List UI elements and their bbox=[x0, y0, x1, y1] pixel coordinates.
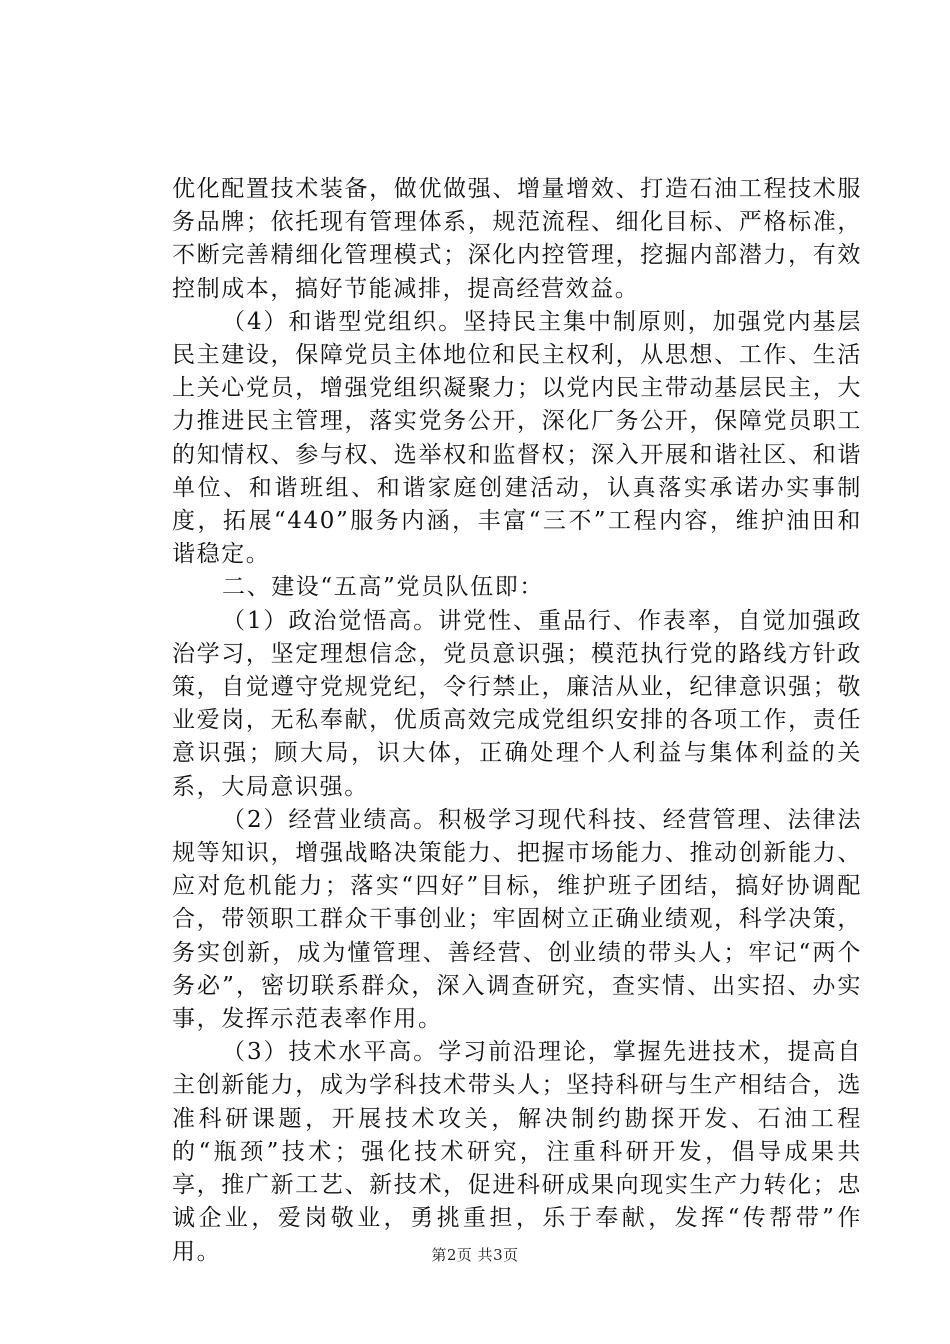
paragraph-1: 优化配置技术装备，做优做强、增量增效、打造石油工程技术服务品牌；依托现有管理体系，规范流程、细化目标、严格标准，不断完善精细化管理模式；深化内控管理，挖掘内部潜力，有效控制成本，搞好节能减排，提高经营效益。 bbox=[172, 176, 862, 302]
document-body bbox=[172, 173, 862, 1269]
paragraph-5: （3）技术水平高。学习前沿理论，掌握先进技术，提高自主创新能力，成为学科技术带头人；坚持科研与生产相结合，选准科研课题，开展技术攻关，解决制约勘探开发、石油工程的“瓶颈”技术；强化技术研究，注重科研开发，倡导成果共享，推广新工艺、新技术，促进科研成果向现实生产力转化；忠诚企业，爱岗敬业，勇挑重担，乐于奉献，发挥“传帮带”作用。 bbox=[172, 1039, 862, 1265]
page-footer: 第2页 共3页 bbox=[431, 1246, 519, 1264]
paragraph-2: （4）和谐型党组织。坚持民主集中制原则，加强党内基层民主建设，保障党员主体地位和民主权利，从思想、工作、生活上关心党员，增强党组织凝聚力；以党内民主带动基层民主，大力推进民主管理，落实党务公开，深化厂务公开，保障党员职工的知情权、参与权、选举权和监督权；深入开展和谐社区、和谐单位、和谐班组、和谐家庭创建活动，认真落实承诺办实事制度，拓展“440”服务内涵，丰富“三不”工程内容，维护油田和谐稳定。 bbox=[172, 308, 862, 568]
paragraph-4: （2）经营业绩高。积极学习现代科技、经营管理、法律法规等知识，增强战略决策能力、把握市场能力、推动创新能力、应对危机能力；落实“四好”目标，维护班子团结，搞好协调配合，带领职工群众干事创业；牢固树立正确业绩观，科学决策，务实创新，成为懂管理、善经营、创业绩的带头人；牢记“两个务必”，密切联系群众，深入调查研究，查实情、出实招、办实事，发挥示范表率作用。 bbox=[172, 806, 862, 1033]
section-heading-2: 二、建设“五高”党员队伍即： bbox=[222, 574, 544, 601]
paragraph-3: （1）政治觉悟高。讲党性、重品行、作表率，自觉加强政治学习，坚定理想信念，党员意识强；模范执行党的路线方针政策，自觉遵守党规党纪，令行禁止，廉洁从业，纪律意识强；敬业爱岗，无私奉献，优质高效完成党组织安排的各项工作，责任意识强；顾大局，识大体，正确处理个人利益与集体利益的关系，大局意识强。 bbox=[172, 607, 862, 800]
